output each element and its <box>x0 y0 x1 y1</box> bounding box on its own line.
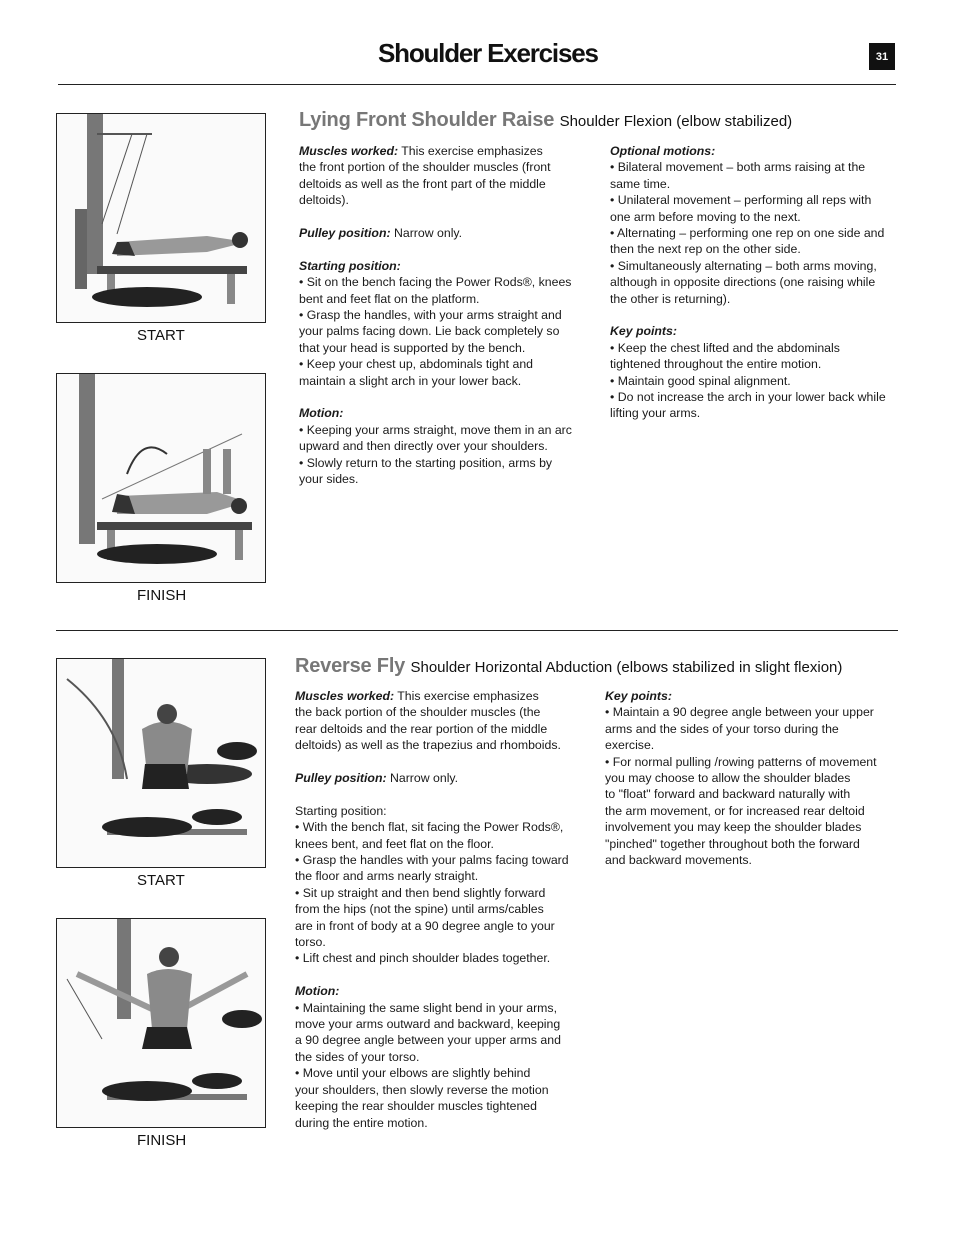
lying-raise-start-caption: START <box>137 327 185 344</box>
reverse-fly-start-illustration <box>57 659 265 867</box>
list-item-line: the arm movement, or for increased rear deltoid <box>605 803 865 818</box>
list-item <box>295 1000 595 1066</box>
list-item-line: • Grasp the handles with your palms facing toward <box>295 853 569 868</box>
list-item-line: keeping the rear shoulder muscles tightened <box>295 1099 537 1114</box>
list-item <box>299 356 594 389</box>
lying-raise-finish-illustration <box>57 374 265 582</box>
list-item-line: then the next rep on the other side. <box>610 242 801 257</box>
reverse-fly-heading <box>295 655 842 678</box>
pulley-position-label: Pulley position: <box>299 226 391 241</box>
optional-motions-label: Optional motions: <box>610 144 716 158</box>
motion-label: Motion: <box>295 984 340 999</box>
list-item-line: involvement you may keep the shoulder blades <box>605 820 862 835</box>
list-item-line: • For normal pulling /rowing patterns of movement <box>605 754 877 769</box>
list-item-line: exercise. <box>605 738 655 753</box>
reverse-fly-right-column <box>605 688 905 868</box>
reverse-fly-start-caption: START <box>137 872 185 889</box>
list-item-line: your sides. <box>299 472 359 487</box>
muscles-worked-text: the back portion of the shoulder muscles (the <box>295 705 541 720</box>
list-item-line: your shoulders, then slowly reverse the motion <box>295 1082 549 1097</box>
list-item-line: "pinched" together throughout both the forward <box>605 836 860 851</box>
list-item-line: from the hips (not the spine) until arms/cables <box>295 902 544 917</box>
list-item <box>299 274 594 307</box>
page-title: Shoulder Exercises <box>378 38 598 68</box>
section-divider <box>56 630 898 631</box>
reverse-fly-subtitle: Shoulder Horizontal Abduction (elbows stabilized in slight flexion) <box>410 659 843 676</box>
list-item-line: that your head is supported by the bench. <box>299 340 526 355</box>
list-item <box>610 340 910 373</box>
list-item-line: to "float" forward and backward naturally with <box>605 787 851 802</box>
list-item <box>299 422 594 455</box>
list-item-line: torso. <box>295 935 326 950</box>
lying-raise-title: Lying Front Shoulder Raise <box>299 109 555 131</box>
list-item-line: upward and then directly over your shoulders. <box>299 439 548 454</box>
list-item-line: tightened throughout the entire motion. <box>610 357 822 372</box>
muscles-worked-label: Muscles worked: <box>295 689 395 703</box>
list-item-line: • Sit up straight and then bend slightly forward <box>295 885 546 900</box>
list-item-line: you may choose to allow the shoulder blades <box>605 771 851 786</box>
list-item <box>610 258 910 307</box>
lying-raise-start-illustration <box>57 114 265 322</box>
list-item-line: • Grasp the handles, with your arms straight and <box>299 308 562 323</box>
lying-raise-left-column <box>299 143 594 487</box>
list-item <box>295 1065 595 1131</box>
list-item-line: • Maintain good spinal alignment. <box>610 373 791 388</box>
list-item-line: one arm before moving to the next. <box>610 209 801 224</box>
list-item-line: • Slowly return to the starting position, arms by <box>299 455 553 470</box>
list-item-line: maintain a slight arch in your lower back. <box>299 373 522 388</box>
list-item-line: same time. <box>610 176 671 191</box>
list-item-line: move your arms outward and backward, keeping <box>295 1017 561 1032</box>
lying-raise-heading <box>299 109 792 132</box>
list-item <box>610 159 910 192</box>
list-item <box>295 819 595 852</box>
list-item <box>605 754 905 869</box>
list-item-line: although in opposite directions (one raising while <box>610 275 876 290</box>
list-item-line: • Keep your chest up, abdominals tight and <box>299 357 533 372</box>
page-number-badge: 31 <box>869 43 895 70</box>
list-item-line: • Simultaneously alternating – both arms moving, <box>610 258 877 273</box>
list-item-line: • With the bench flat, sit facing the Power Rods®, <box>295 820 564 835</box>
list-item-line: • Move until your elbows are slightly behind <box>295 1066 531 1081</box>
list-item-line: the sides of your torso. <box>295 1049 420 1064</box>
list-item-line: are in front of body at a 90 degree angle to your <box>295 918 555 933</box>
list-item-line: your palms facing down. Lie back completely so <box>299 324 560 339</box>
pulley-position-text: Narrow only. <box>390 226 463 241</box>
list-item-line: and backward movements. <box>605 853 752 868</box>
lying-raise-subtitle: Shoulder Flexion (elbow stabilized) <box>559 113 793 130</box>
list-item-line: • Keeping your arms straight, move them in an arc <box>299 422 572 437</box>
list-item-line: • Sit on the bench facing the Power Rods®, knees <box>299 275 572 290</box>
list-item-line: • Maintain a 90 degree angle between your upper <box>605 705 874 720</box>
muscles-worked-label: Muscles worked: <box>299 144 399 158</box>
list-item-line: a 90 degree angle between your upper arms and <box>295 1033 561 1048</box>
list-item-line: the other is returning). <box>610 291 731 306</box>
list-item-line: arms and the sides of your torso during the <box>605 721 839 736</box>
muscles-worked-text: deltoids). <box>299 193 349 208</box>
list-item-line: the floor and arms nearly straight. <box>295 869 479 884</box>
lying-raise-finish-caption: FINISH <box>137 587 187 604</box>
motion-label: Motion: <box>299 406 344 421</box>
list-item-line: knees bent, and feet flat on the floor. <box>295 836 494 851</box>
list-item <box>610 389 910 422</box>
list-item <box>295 950 595 966</box>
reverse-fly-finish-caption: FINISH <box>137 1132 187 1149</box>
lying-raise-right-column <box>610 143 910 422</box>
reverse-fly-title: Reverse Fly <box>295 655 406 677</box>
list-item-line: during the entire motion. <box>295 1115 428 1130</box>
header-divider <box>58 84 896 85</box>
reverse-fly-start-photo <box>56 658 266 868</box>
muscles-worked-text: This exercise emphasizes <box>394 689 539 703</box>
lying-raise-start-photo <box>56 113 266 323</box>
starting-position-label: Starting position: <box>299 258 401 273</box>
starting-position-label: Starting position: <box>295 803 387 818</box>
pulley-position-text: Narrow only. <box>386 771 459 786</box>
list-item <box>299 307 594 356</box>
muscles-worked-text: deltoids as well as the front part of the middle <box>299 176 546 191</box>
pulley-position-label: Pulley position: <box>295 771 387 786</box>
reverse-fly-finish-illustration <box>57 919 265 1127</box>
list-item-line: • Lift chest and pinch shoulder blades together. <box>295 951 551 966</box>
list-item <box>610 225 910 258</box>
reverse-fly-finish-photo <box>56 918 266 1128</box>
list-item-line: • Do not increase the arch in your lower back while <box>610 390 886 405</box>
muscles-worked-text: This exercise emphasizes <box>398 144 543 158</box>
list-item-line: lifting your arms. <box>610 406 701 421</box>
key-points-label: Key points: <box>610 324 677 339</box>
list-item <box>610 192 910 225</box>
muscles-worked-text: deltoids) as well as the trapezius and rhomboids. <box>295 738 561 753</box>
muscles-worked-text: the front portion of the shoulder muscles (front <box>299 160 551 175</box>
list-item <box>295 885 595 951</box>
list-item-line: • Alternating – performing one rep on one side and <box>610 226 885 241</box>
muscles-worked-text: rear deltoids and the rear portion of the middle <box>295 721 548 736</box>
list-item <box>605 704 905 753</box>
reverse-fly-left-column <box>295 688 595 1131</box>
list-item-line: • Keep the chest lifted and the abdominals <box>610 340 840 355</box>
list-item-line: • Bilateral movement – both arms raising at the <box>610 160 866 175</box>
list-item-line: bent and feet flat on the platform. <box>299 291 480 306</box>
list-item-line: • Maintaining the same slight bend in your arms, <box>295 1000 557 1015</box>
list-item <box>295 852 595 885</box>
list-item-line: • Unilateral movement – performing all reps with <box>610 193 872 208</box>
list-item <box>299 455 594 488</box>
key-points-label: Key points: <box>605 689 672 703</box>
list-item <box>610 373 910 389</box>
lying-raise-finish-photo <box>56 373 266 583</box>
